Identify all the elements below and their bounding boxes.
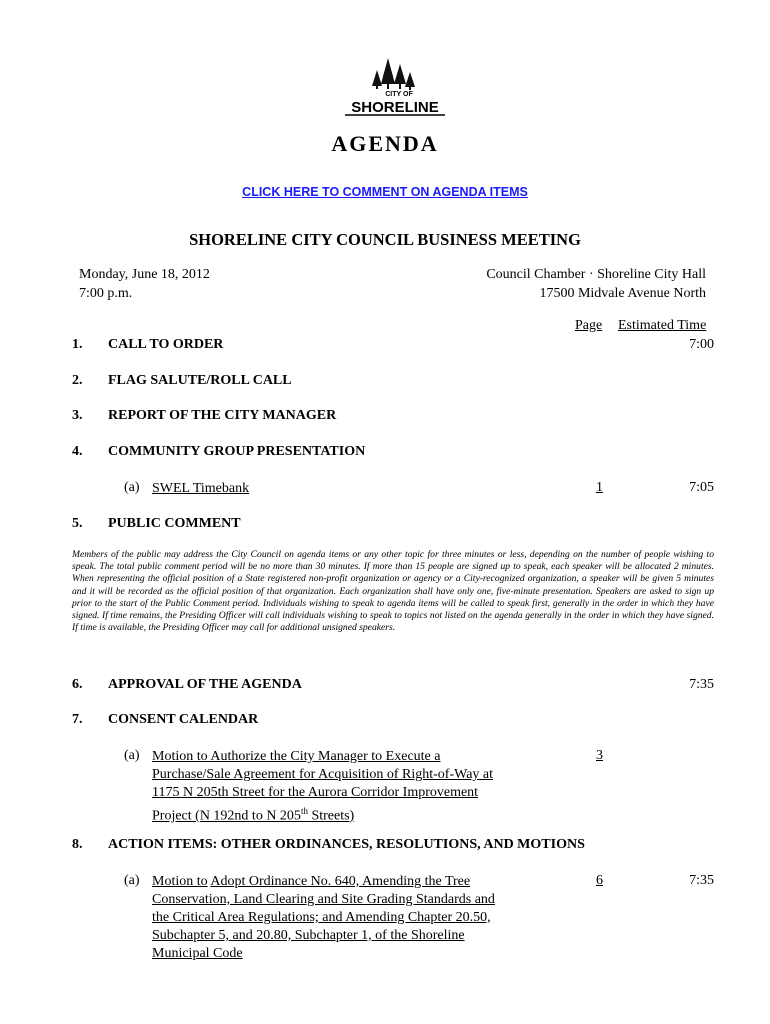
svg-text:SHORELINE: SHORELINE: [351, 99, 439, 116]
motion-line-part: Motion to: [152, 874, 208, 889]
meeting-title: SHORELINE CITY COUNCIL BUSINESS MEETING: [189, 230, 581, 249]
motion-line: Subchapter 5, and 20.80, Subchapter 1, of the Shoreline: [152, 928, 465, 943]
item-number: 6.: [72, 677, 83, 692]
sub-item-letter: (a): [124, 480, 140, 495]
motion-line: Conservation, Land Clearing and Site Grading Standards and: [152, 892, 495, 907]
motion-line: 1175 N 205th Street for the Aurora Corridor Improvement: [152, 785, 479, 800]
item-number: 1.: [72, 337, 83, 352]
meeting-location: [486, 265, 706, 303]
right-of-way-motion-link[interactable]: [152, 748, 493, 826]
motion-line: [152, 873, 495, 891]
item-number: 7.: [72, 712, 83, 727]
ordinal-suffix: th: [300, 806, 308, 816]
item-title: CALL TO ORDER: [108, 337, 224, 352]
item-title: APPROVAL OF THE AGENDA: [108, 677, 302, 692]
item-title: CONSENT CALENDAR: [108, 712, 259, 727]
item-title: REPORT OF THE CITY MANAGER: [108, 408, 337, 423]
item-title: PUBLIC COMMENT: [108, 516, 241, 531]
comment-on-agenda-link[interactable]: CLICK HERE TO COMMENT ON AGENDA ITEMS: [242, 185, 528, 199]
item-number: 4.: [72, 444, 83, 459]
item-time: 7:00: [689, 337, 714, 352]
city-of-shoreline-logo: [341, 54, 449, 120]
item-time: 7:35: [689, 873, 714, 888]
meeting-date-time: [79, 265, 210, 303]
sub-item-letter: (a): [124, 873, 140, 888]
page-link[interactable]: 6: [596, 873, 603, 888]
item-number: 3.: [72, 408, 83, 423]
meeting-time: 7:00 p.m.: [79, 286, 133, 301]
motion-line: Municipal Code: [152, 946, 243, 961]
item-number: 8.: [72, 837, 83, 852]
estimated-time-column-header: Estimated Time: [618, 318, 707, 333]
motion-line: [152, 802, 493, 826]
item-time: 7:05: [689, 480, 714, 495]
meeting-venue: Council Chamber · Shoreline City Hall: [486, 267, 706, 282]
meeting-address: 17500 Midvale Avenue North: [539, 286, 706, 301]
motion-line-part: Adopt Ordinance No. 640, Amending the Tree: [210, 874, 471, 889]
motion-line: the Critical Area Regulations; and Amending Chapter 20.50,: [152, 910, 491, 925]
motion-line-part: Streets): [307, 808, 355, 824]
page-column-header: Page: [575, 318, 603, 333]
swel-timebank-link[interactable]: SWEL Timebank: [152, 481, 250, 496]
page-link[interactable]: 3: [596, 748, 603, 763]
item-number: 2.: [72, 373, 83, 388]
ordinance-640-motion[interactable]: [152, 873, 495, 963]
meeting-date: Monday, June 18, 2012: [79, 267, 210, 282]
motion-line-part: Project (N 192nd to N 205: [152, 808, 301, 824]
motion-line: Purchase/Sale Agreement for Acquisition of Right-of-Way at: [152, 767, 494, 782]
page-link[interactable]: 1: [596, 480, 603, 495]
sub-item-letter: (a): [124, 748, 140, 763]
item-number: 5.: [72, 516, 83, 531]
agenda-title: AGENDA: [331, 131, 439, 156]
item-time: 7:35: [689, 677, 714, 692]
item-title: COMMUNITY GROUP PRESENTATION: [108, 444, 366, 459]
svg-text:CITY OF: CITY OF: [385, 91, 413, 98]
public-comment-rules: Members of the public may address the City Council on agenda items or any other topic for three minutes or less, depending on the number of people wishing to speak. The total public comment period will be no more than 30 minutes. If more than 15 people are signed up to speak, each speaker will be allocated 2 minutes. When representing the official position of a State registered non-profit organization or agency or a City-recognized organization, a speaker will be given 5 minutes and it will be recorded as the official position of that organization. Each organization shall have only one, five-minute presentation. Speakers are asked to sign up prior to the start of the Public Comment period. Individuals wishing to speak to agenda items will be called to speak first, generally in the order in which they have signed. If time remains, the Presiding Officer will call individuals wishing to speak to topics not listed on the agenda generally in the order in which they have signed. If time is available, the Presiding Officer may call for additional unsigned speakers.: [72, 549, 714, 634]
item-title: FLAG SALUTE/ROLL CALL: [108, 373, 292, 388]
motion-line: Motion to Authorize the City Manager to Execute a: [152, 749, 441, 764]
item-title: ACTION ITEMS: OTHER ORDINANCES, RESOLUTIONS, AND MOTIONS: [108, 837, 585, 852]
